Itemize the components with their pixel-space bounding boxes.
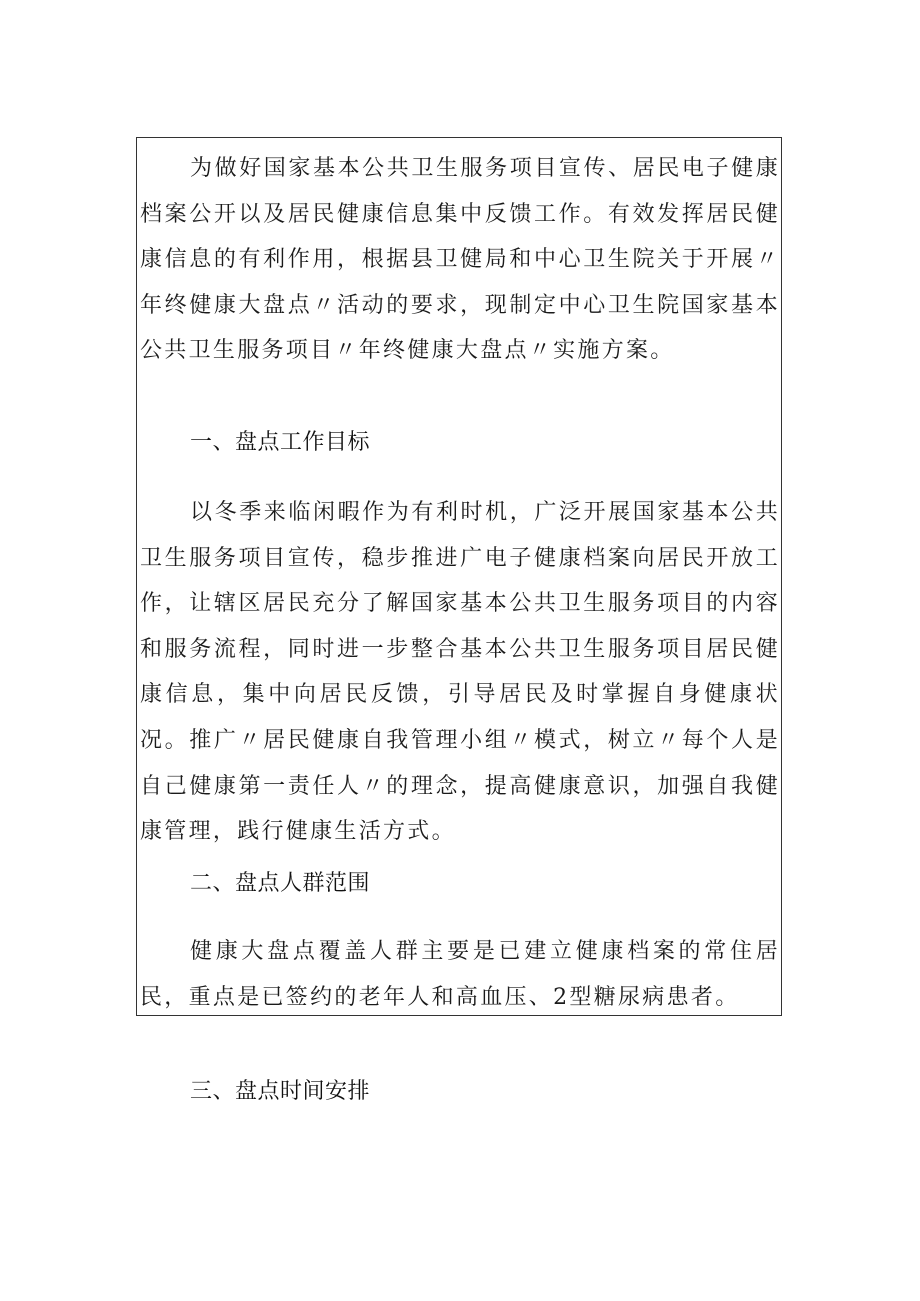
section-3-heading: 三、盘点时间安排 <box>190 1079 371 1104</box>
section-1-heading: 一、盘点工作目标 <box>190 430 371 455</box>
section-1-body: 以冬季来临闲暇作为有利时机，广泛开展国家基本公共卫生服务项目宣传，稳步推进广电子健康档案向居民开放工作，让辖区居民充分了解国家基本公共卫生服务项目的内容和服务流程，同时进一步整合基本公共卫生服务项目居民健康信息，集中向居民反馈，引导居民及时掌握自身健康状况。推广〃居民健康自我管理小组〃模式，树立〃每个人是自己健康第一责任人〃的理念，提高健康意识，加强自我健康管理，践行健康生活方式。 <box>140 500 780 845</box>
section-2-body: 健康大盘点覆盖人群主要是已建立健康档案的常住居民，重点是已签约的老年人和高血压、2型糖尿病患者。 <box>140 939 780 1010</box>
section-2-heading: 二、盘点人群范围 <box>190 871 371 896</box>
intro-paragraph: 为做好国家基本公共卫生服务项目宣传、居民电子健康档案公开以及居民健康信息集中反馈工作。有效发挥居民健康信息的有利作用，根据县卫健局和中心卫生院关于开展〃年终健康大盘点〃活动的要求，现制定中心卫生院国家基本公共卫生服务项目〃年终健康大盘点〃实施方案。 <box>140 156 780 364</box>
